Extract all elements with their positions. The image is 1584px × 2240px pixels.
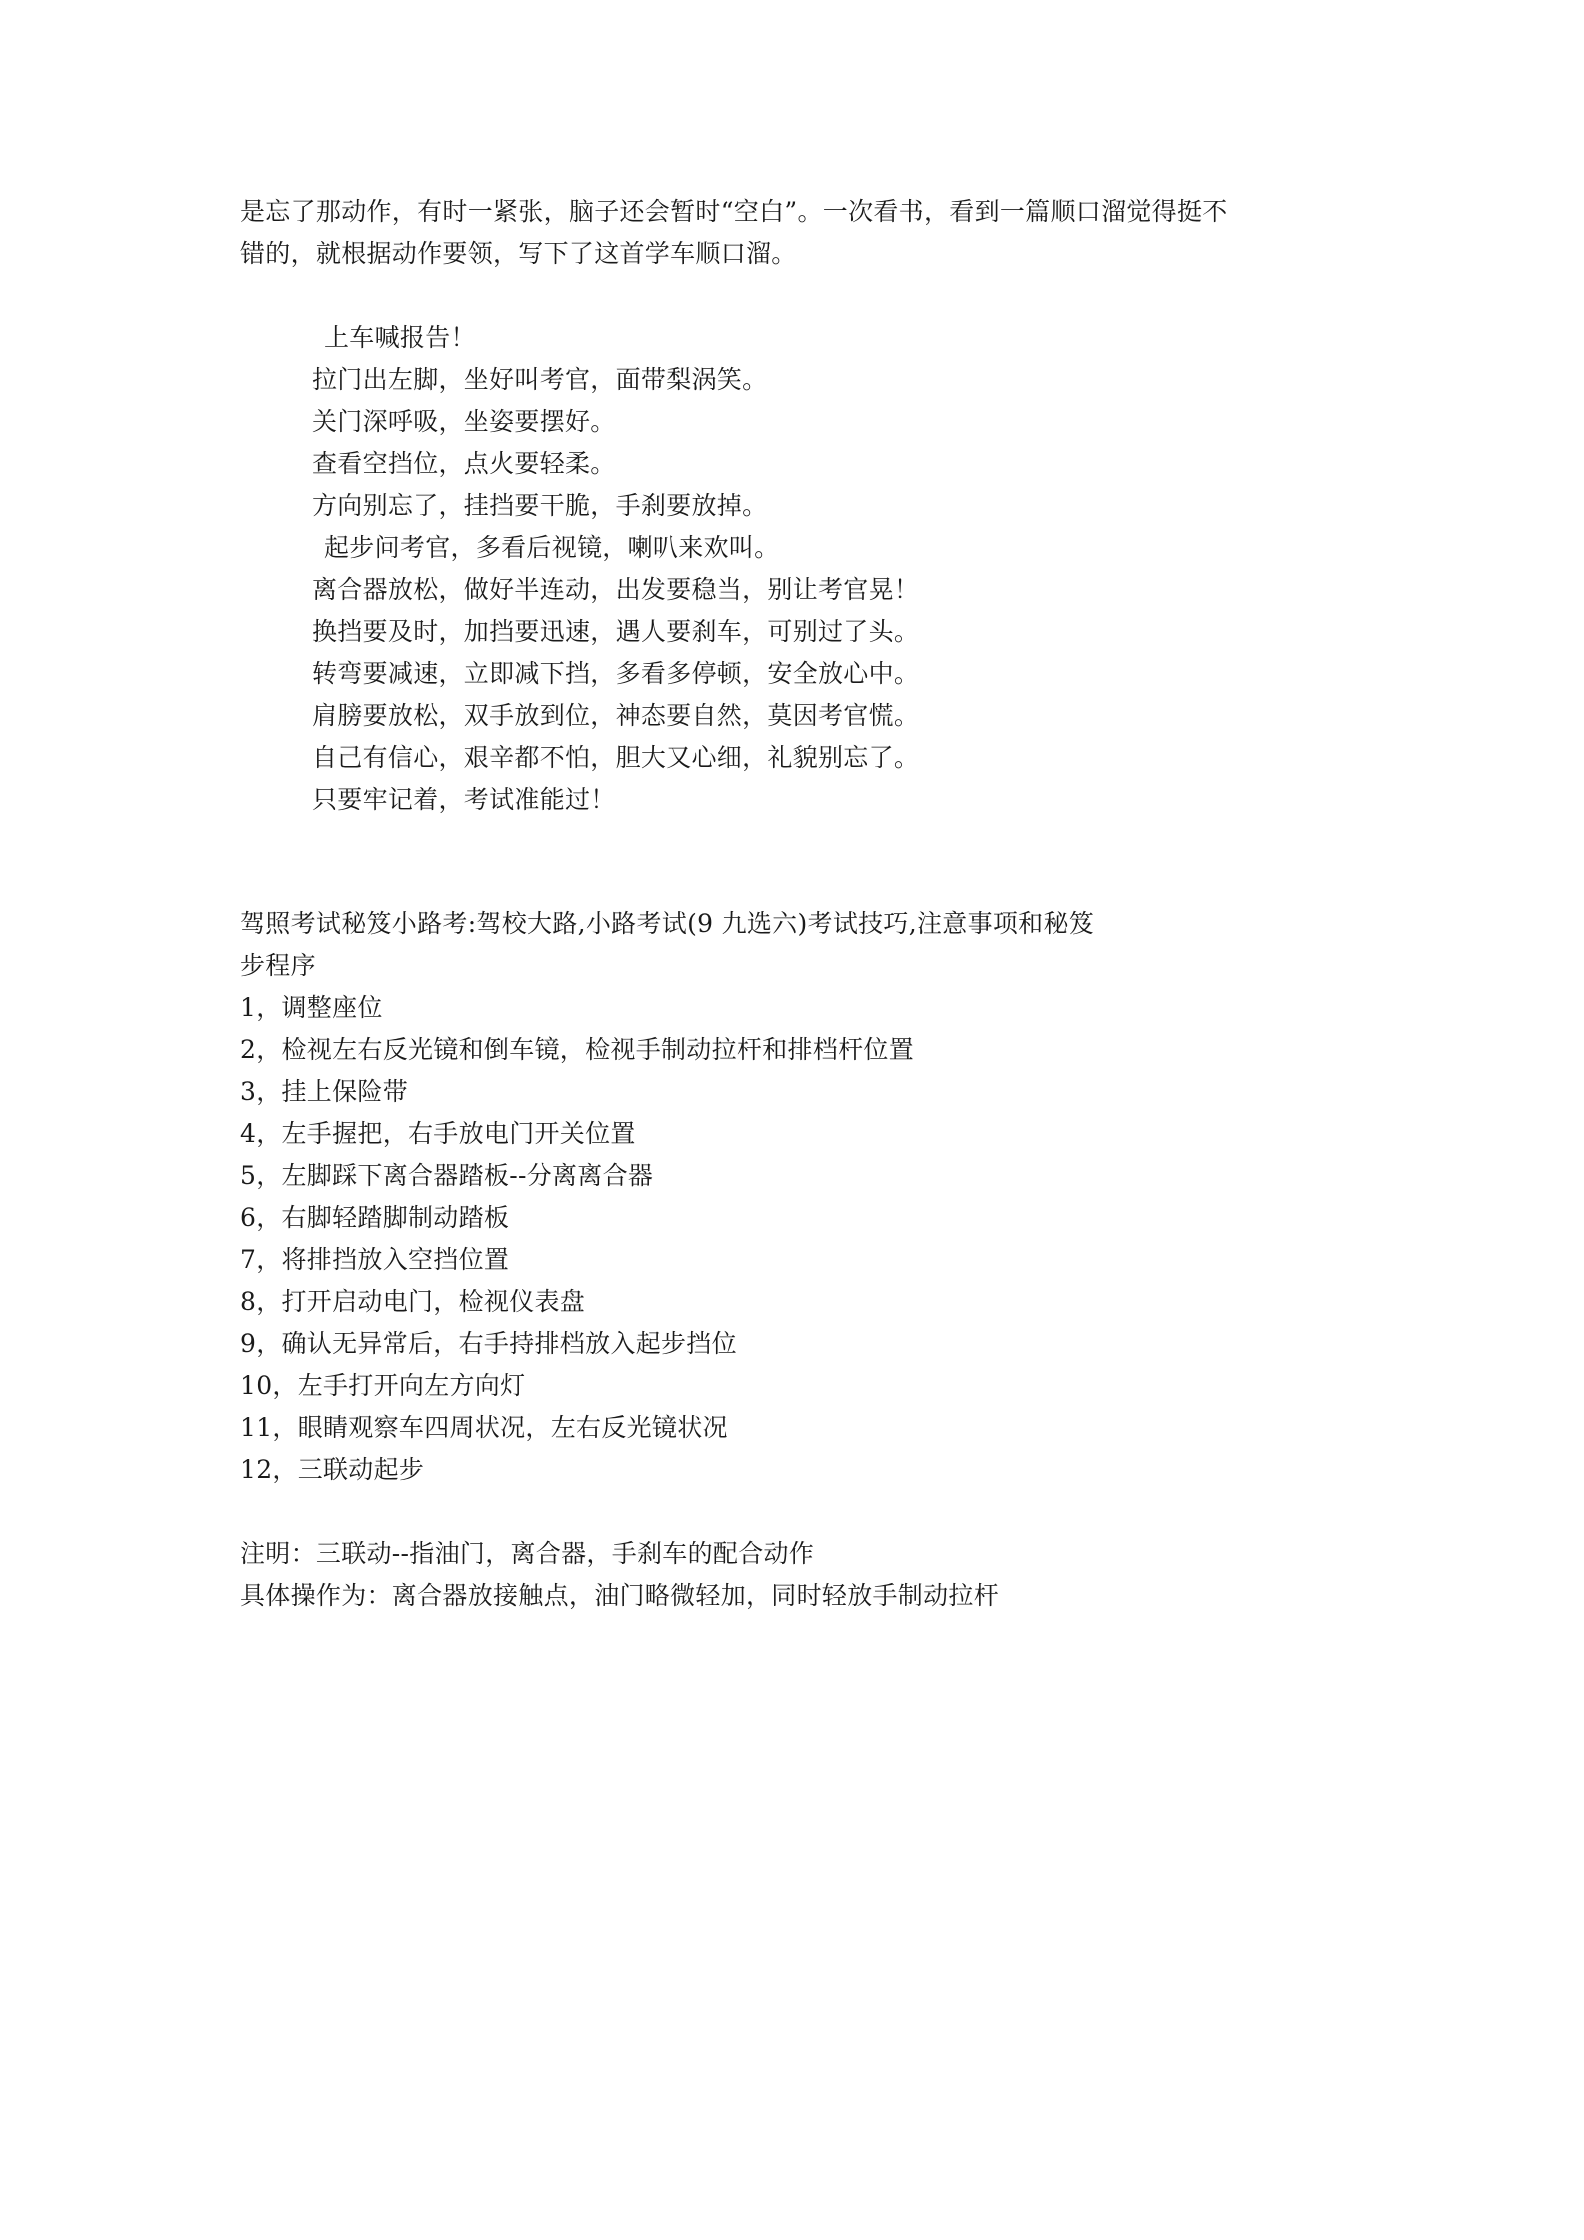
- poem-line: 方向别忘了，挂挡要干脆，手刹要放掉。: [312, 491, 768, 520]
- step-item: 11，眼睛观察车四周状况，左右反光镜状况: [240, 1413, 728, 1442]
- step-item: 6，右脚轻踏脚制动踏板: [240, 1203, 510, 1232]
- poem-line: 只要牢记着，考试准能过！: [312, 785, 616, 814]
- step-item: 4，左手握把，右手放电门开关位置: [240, 1119, 636, 1148]
- step-item: 10，左手打开向左方向灯: [240, 1371, 526, 1400]
- note-line-2: 具体操作为：离合器放接触点，油门略微轻加，同时轻放手制动拉杆: [240, 1581, 1000, 1610]
- intro-line-1: 是忘了那动作，有时一紧张，脑子还会暂时“空白”。一次看书，看到一篇顺口溜觉得挺不: [240, 197, 1228, 226]
- section-heading: 驾照考试秘笈小路考:驾校大路,小路考试(9 九选六)考试技巧,注意事项和秘笈: [240, 909, 1095, 938]
- poem-line: 自己有信心，艰辛都不怕，胆大又心细，礼貌别忘了。: [312, 743, 920, 772]
- step-item: 2，检视左右反光镜和倒车镜，检视手制动拉杆和排档杆位置: [240, 1035, 915, 1064]
- step-item: 1，调整座位: [240, 993, 383, 1022]
- intro-line-2: 错的，就根据动作要领，写下了这首学车顺口溜。: [240, 239, 797, 268]
- poem-line: 换挡要及时，加挡要迅速，遇人要刹车，可别过了头。: [312, 617, 920, 646]
- step-item: 9，确认无异常后，右手持排档放入起步挡位: [240, 1329, 737, 1358]
- note-line-1: 注明：三联动--指油门，离合器，手刹车的配合动作: [240, 1539, 815, 1568]
- step-item: 12，三联动起步: [240, 1455, 425, 1484]
- poem-line: 关门深呼吸，坐姿要摆好。: [312, 407, 616, 436]
- poem-line: 肩膀要放松，双手放到位，神态要自然，莫因考官慌。: [312, 701, 920, 730]
- poem-line: 起步问考官，多看后视镜，喇叭来欢叫。: [324, 533, 780, 562]
- poem-line: 离合器放松，做好半连动，出发要稳当，别让考官晃！: [312, 575, 920, 604]
- poem-line: 转弯要减速，立即减下挡，多看多停顿，安全放心中。: [312, 659, 920, 688]
- step-item: 7，将排挡放入空挡位置: [240, 1245, 510, 1274]
- poem-title: 上车喊报告！: [324, 323, 476, 352]
- poem-line: 查看空挡位，点火要轻柔。: [312, 449, 616, 478]
- section-subheading: 步程序: [240, 951, 316, 980]
- step-item: 3，挂上保险带: [240, 1077, 409, 1106]
- step-item: 8，打开启动电门，检视仪表盘: [240, 1287, 586, 1316]
- step-item: 5，左脚踩下离合器踏板--分离离合器: [240, 1161, 654, 1190]
- poem-line: 拉门出左脚，坐好叫考官，面带梨涡笑。: [312, 365, 768, 394]
